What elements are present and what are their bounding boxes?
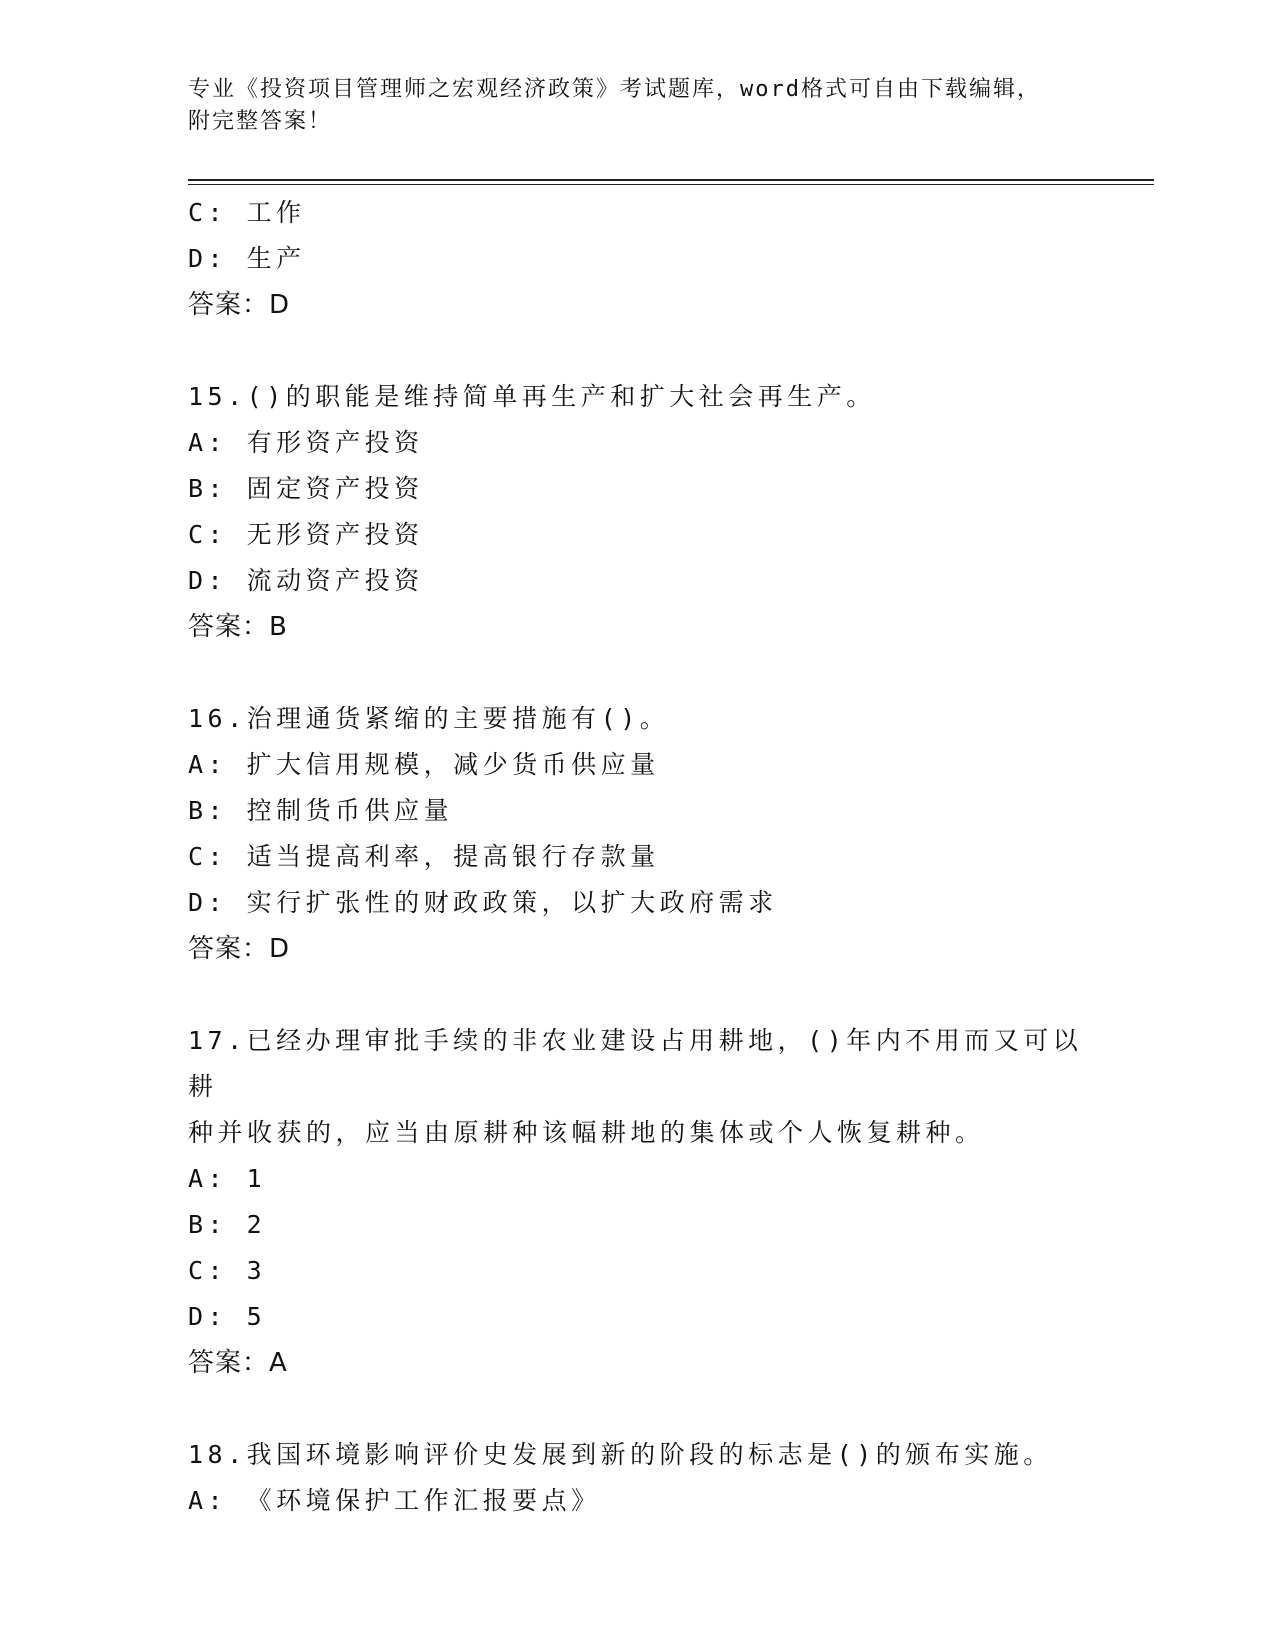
header-rule-thick — [188, 179, 1154, 181]
question-block-16 — [188, 696, 1108, 972]
answer-line: 答案：B — [188, 612, 288, 642]
question-text: 16.治理通货紧缩的主要措施有()。 — [188, 704, 670, 733]
option-a: A: 有形资产投资 — [188, 428, 424, 457]
option-c: C: 3 — [188, 1256, 267, 1285]
document-header — [188, 74, 1088, 138]
option-b: B: 固定资产投资 — [188, 474, 424, 503]
option-c: C: 适当提高利率，提高银行存款量 — [188, 842, 660, 871]
option-a: A: 1 — [188, 1164, 267, 1193]
answer-line: 答案：D — [188, 934, 291, 964]
option-c: C: 工作 — [188, 198, 306, 227]
question-text: 18.我国环境影响评价史发展到新的阶段的标志是()的颁布实施。 — [188, 1440, 1053, 1469]
header-rule-thin — [188, 184, 1154, 185]
question-block-15 — [188, 374, 1108, 650]
header-line-2: 附完整答案！ — [188, 109, 333, 134]
header-line-1: 专业《投资项目管理师之宏观经济政策》考试题库，word格式可自由下载编辑， — [188, 77, 1041, 102]
question-text-line-2: 种并收获的，应当由原耕种该幅耕地的集体或个人恢复耕种。 — [188, 1118, 985, 1147]
option-d: D: 5 — [188, 1302, 267, 1331]
answer-line: 答案：D — [188, 290, 291, 320]
question-block-prev — [188, 190, 1108, 328]
option-a: A: 扩大信用规模，减少货币供应量 — [188, 750, 660, 779]
question-block-18 — [188, 1432, 1108, 1524]
option-d: D: 流动资产投资 — [188, 566, 424, 595]
question-block-17 — [188, 1018, 1108, 1386]
option-c: C: 无形资产投资 — [188, 520, 424, 549]
option-d: D: 生产 — [188, 244, 306, 273]
option-b: B: 控制货币供应量 — [188, 796, 454, 825]
option-b: B: 2 — [188, 1210, 267, 1239]
question-text-line-1: 17.已经办理审批手续的非农业建设占用耕地，()年内不用而又可以耕 — [188, 1026, 1083, 1101]
option-a: A: 《环境保护工作汇报要点》 — [188, 1486, 601, 1515]
question-list — [188, 190, 1108, 1524]
question-text: 15.()的职能是维持简单再生产和扩大社会再生产。 — [188, 382, 876, 411]
answer-line: 答案：A — [188, 1348, 288, 1378]
option-d: D: 实行扩张性的财政政策，以扩大政府需求 — [188, 888, 778, 917]
